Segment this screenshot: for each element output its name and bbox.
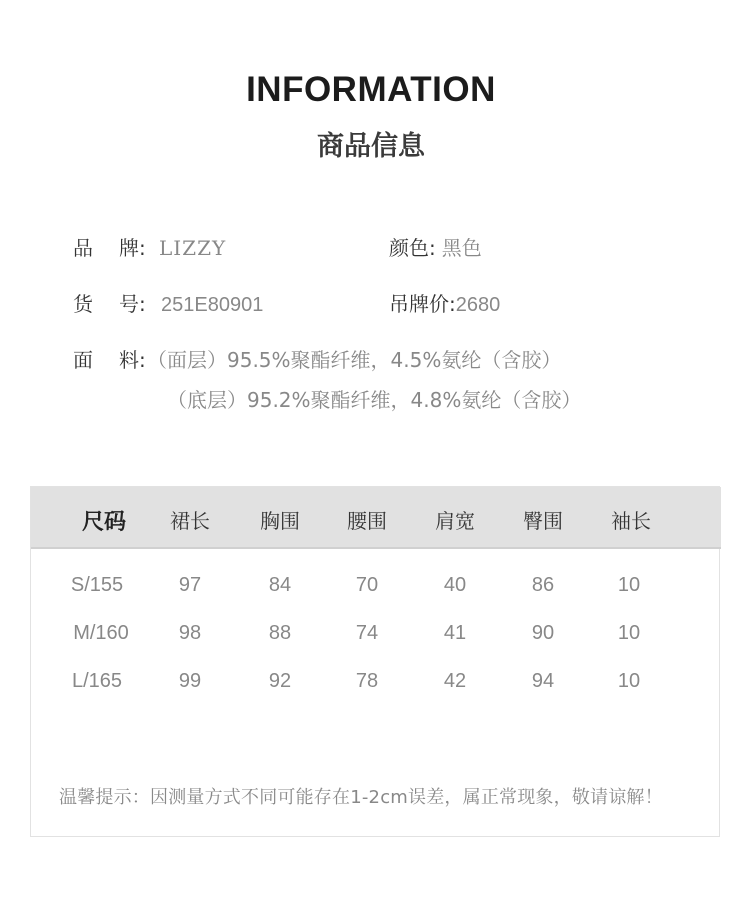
row-l-hip: 94 (531, 670, 555, 692)
row-l-size: L/165 (71, 670, 123, 692)
brand-label-char2: 牌: (119, 236, 146, 260)
row-s-sleeve: 10 (617, 574, 641, 596)
row-m-size: M/160 (73, 622, 129, 644)
price-value: 2680 (455, 294, 501, 316)
row-m-skirt: 98 (178, 622, 202, 644)
color-label: 颜色: (389, 236, 436, 260)
header-skirt-length: 裙长 (170, 509, 210, 533)
row-s-bust: 84 (268, 574, 292, 596)
color-value: 黑色 (441, 236, 482, 260)
header-size: 尺码 (81, 510, 126, 535)
item-label-char1: 货 (73, 292, 93, 316)
size-table-header (31, 487, 721, 549)
fabric-label-char1: 面 (73, 348, 93, 372)
fabric-row (73, 346, 561, 374)
item-label (73, 290, 145, 318)
header-hip: 臀围 (523, 509, 563, 533)
row-l-bust: 92 (268, 670, 292, 692)
fabric-line-2: （底层）95.2%聚酯纤维，4.8%氨纶（含胶） (167, 388, 582, 412)
brand-row (73, 234, 226, 262)
row-s-shoulder: 40 (443, 574, 467, 596)
fabric-line-1: （面层）95.5%聚酯纤维，4.5%氨纶（含胶） (147, 348, 562, 372)
color-row (389, 234, 482, 262)
row-s-size: S/155 (70, 574, 124, 596)
measurement-note: 温馨提示：因测量方式不同可能存在1-2cm误差，属正常现象，敬请谅解！ (59, 787, 663, 808)
brand-value: LIZZY (159, 236, 227, 260)
brand-label (73, 234, 145, 262)
row-l-sleeve: 10 (617, 670, 641, 692)
item-label-char2: 号: (119, 292, 146, 316)
header-shoulder: 肩宽 (435, 509, 475, 533)
fabric-label (73, 346, 145, 374)
item-row (73, 290, 263, 319)
fabric-row-2 (167, 386, 581, 414)
price-row (389, 290, 500, 319)
row-m-hip: 90 (531, 622, 555, 644)
row-s-hip: 86 (531, 574, 555, 596)
header-bust: 胸围 (260, 509, 300, 533)
title-en: INFORMATION (246, 70, 496, 109)
header-waist: 腰围 (347, 509, 387, 533)
title-cn: 商品信息 (317, 131, 425, 162)
row-s-skirt: 97 (178, 574, 202, 596)
row-l-shoulder: 42 (443, 670, 467, 692)
size-table (30, 486, 720, 837)
row-l-waist: 78 (355, 670, 379, 692)
row-m-shoulder: 41 (443, 622, 467, 644)
row-m-sleeve: 10 (617, 622, 641, 644)
brand-label-char1: 品 (73, 236, 93, 260)
row-m-waist: 74 (355, 622, 379, 644)
price-label: 吊牌价: (389, 292, 456, 316)
fabric-label-char2: 料: (119, 348, 146, 372)
row-m-bust: 88 (268, 622, 292, 644)
row-s-waist: 70 (355, 574, 379, 596)
header-sleeve: 袖长 (611, 509, 651, 533)
item-value: 251E80901 (161, 294, 264, 316)
row-l-skirt: 99 (178, 670, 202, 692)
